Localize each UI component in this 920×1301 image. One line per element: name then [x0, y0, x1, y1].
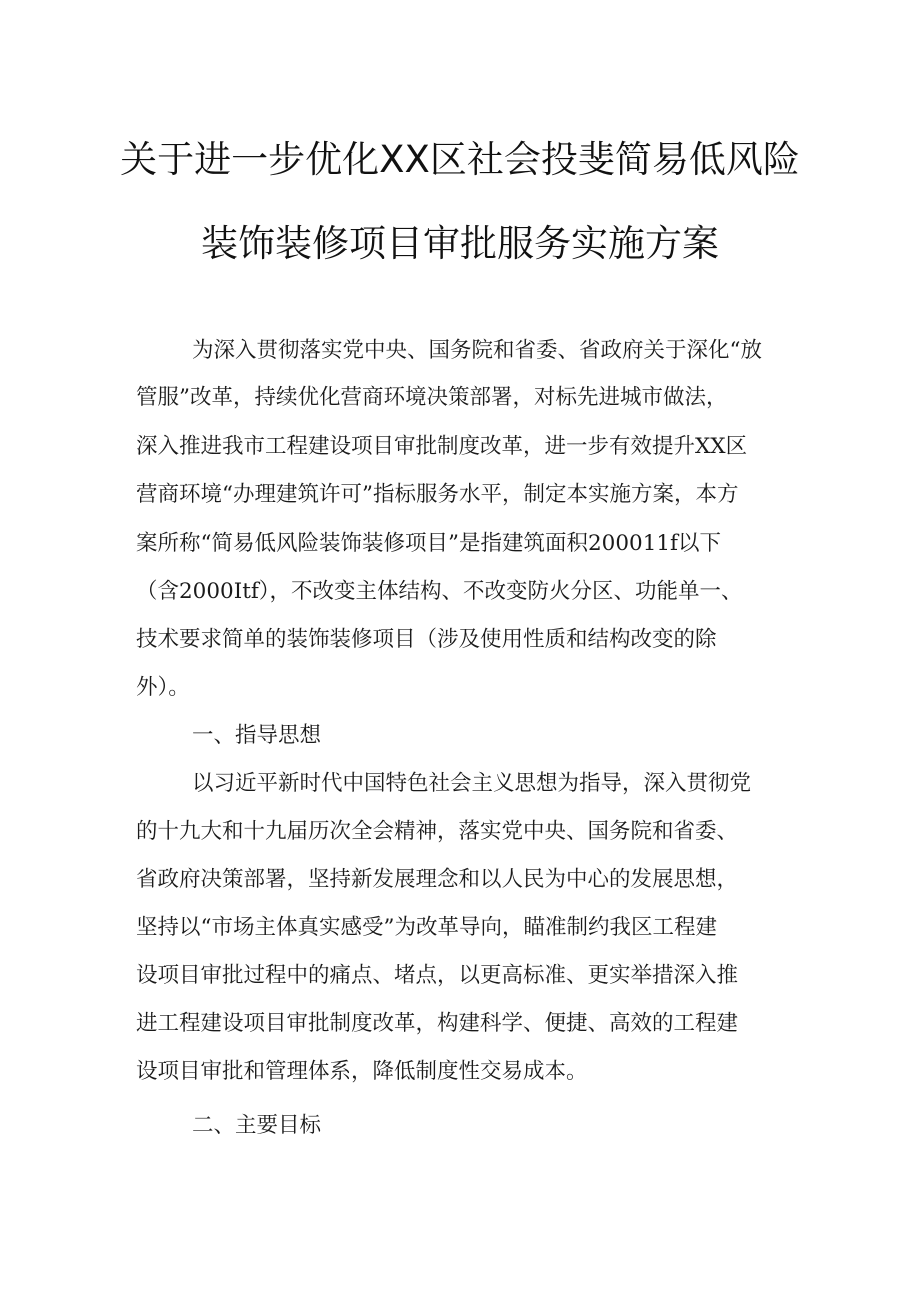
paragraph-line: 坚持以“市场主体真实感受”为改革导向，瞄准制约我区工程建 — [136, 915, 717, 940]
paragraph-line: 深入推进我市工程建设项目审批制度改革，进一步有效提升XX区 — [136, 434, 748, 459]
paragraph-line: 以习近平新时代中国特色社会主义思想为指导，深入贯彻党 — [192, 771, 752, 796]
section-heading: 二、主要目标 — [192, 1113, 322, 1138]
paragraph-line: 设项目审批和管理体系，降低制度性交易成本。 — [136, 1059, 588, 1084]
paragraph-line: 案所称“简易低风险装饰装修项目”是指建筑面积200011f以下 — [136, 531, 722, 556]
document-title-line-2: 装饰装修项目审批服务实施方案 — [201, 222, 719, 265]
paragraph-line: 省政府决策部署，坚持新发展理念和以人民为中心的发展思想， — [136, 867, 739, 892]
section-heading: 一、指导思想 — [192, 723, 322, 748]
paragraph-line: 设项目审批过程中的痛点、堵点，以更高标准、更实举措深入推 — [136, 963, 739, 988]
paragraph-line: 外）。 — [136, 675, 190, 700]
paragraph-line: 管服”改革，持续优化营商环境决策部署，对标先进城市做法， — [136, 385, 728, 410]
paragraph-line: 营商环境“办理建筑许可”指标服务水平，制定本实施方案，本方 — [136, 482, 739, 507]
document-title-line-1: 关于进一步优化XX区社会投斐简易低风险 — [120, 138, 800, 181]
paragraph-line: 技术要求简单的装饰装修项目（涉及使用性质和结构改变的除 — [136, 627, 717, 652]
paragraph-line: 为深入贯彻落实党中央、国务院和省委、省政府关于深化“放 — [192, 338, 762, 363]
paragraph-line: 进工程建设项目审批制度改革，构建科学、便捷、高效的工程建 — [136, 1011, 739, 1036]
paragraph-line: 的十九大和十九届历次全会精神，落实党中央、国务院和省委、 — [136, 819, 739, 844]
paragraph-line: （含2000Itf），不改变主体结构、不改变防火分区、功能单一、 — [136, 579, 743, 604]
